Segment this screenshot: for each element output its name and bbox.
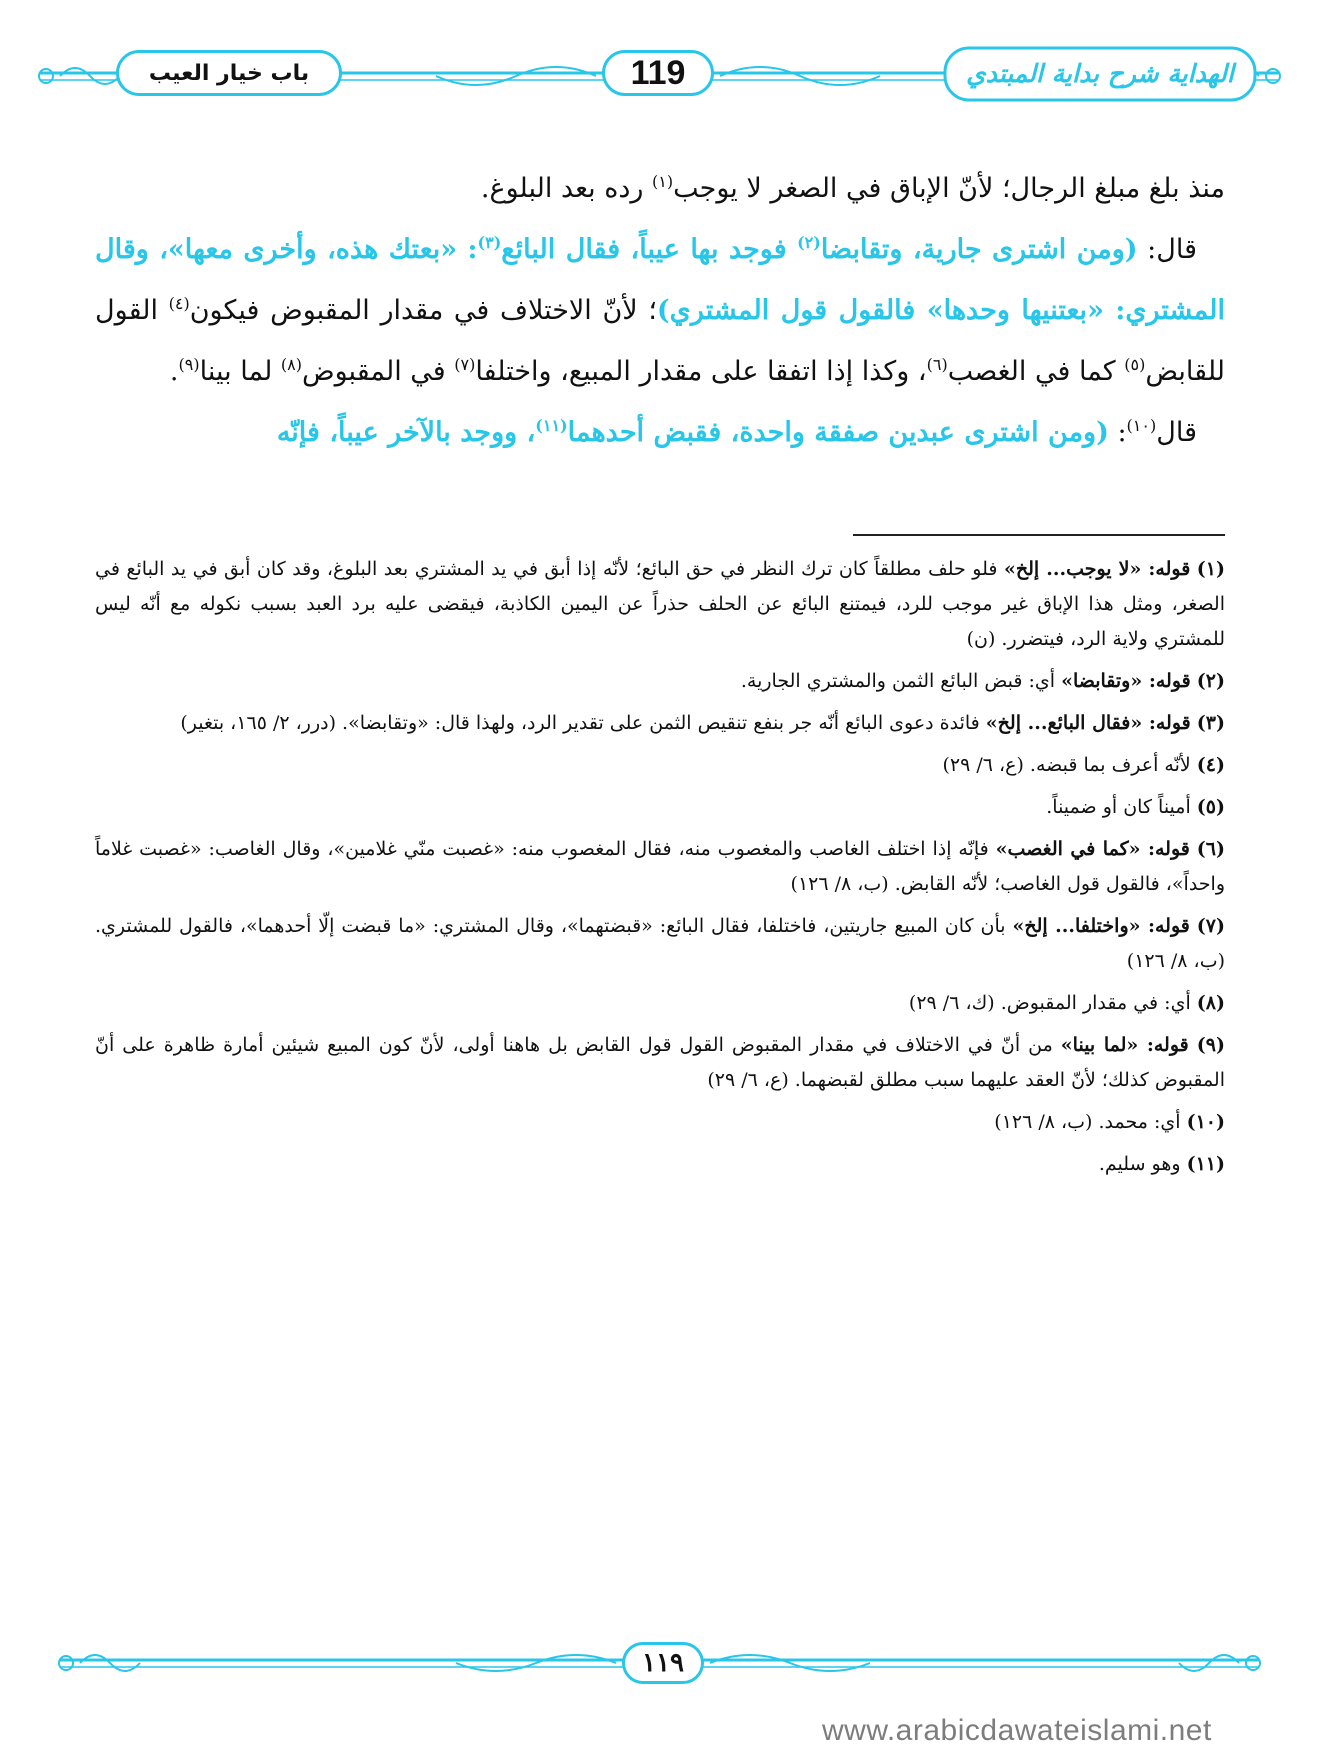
text-run: ؛ لأنّ الاختلاف في مقدار المقبوض فيكون	[189, 295, 657, 326]
matn-text: : «بعتك هذه، وأخرى معها»، وقال المشتري: «بعتنيها وحدها» فالقول قول المشتري)	[95, 234, 1225, 326]
footnote-text: أميناً كان أو ضميناً.	[1046, 796, 1197, 818]
footnote-ref[interactable]: (١٠)	[1126, 416, 1157, 435]
footer-page-number: ١١٩	[622, 1642, 704, 1684]
footnote-lead: قوله: «واختلفا... إلخ»	[1012, 915, 1190, 937]
text-run: قال:	[1137, 234, 1197, 265]
footnote-text: وهو سليم.	[1098, 1153, 1187, 1175]
footnote	[95, 748, 1225, 783]
footnote-separator	[853, 534, 1225, 536]
text-run: لما بينا	[199, 356, 281, 387]
text-run: كما في الغصب	[947, 356, 1125, 387]
main-text	[95, 158, 1225, 463]
footnote-text: من أنّ في الاختلاف في مقدار المقبوض القول قول القابض بل هاهنا أولى، لأنّ كون المبيع شيئين أمارة ظاهرة على أنّ المقبوض كذلك؛ لأنّ العقد عليهما سبب مطلق لقبضهما. (ع، ٦/ ٢٩)	[95, 1034, 1225, 1091]
footnote-number: (١)	[1196, 558, 1226, 580]
text-run: القول للقابض	[95, 295, 1225, 387]
footnote-text: بأن كان المبيع جاريتين، فاختلفا، فقال البائع: «قبضتهما»، وقال المشتري: «ما قبضت إلّا أحدهما»، فالقول للمشتري. (ب، ٨/ ١٢٦)	[95, 915, 1225, 972]
footnote-number: (١٠)	[1186, 1111, 1225, 1133]
footnote-text: أي: محمد. (ب، ٨/ ١٢٦)	[994, 1111, 1187, 1133]
footnote-lead: قوله: «فقال البائع... إلخ»	[985, 712, 1191, 734]
footnote	[95, 909, 1225, 979]
footnote-lead: قوله: «كما في الغصب»	[995, 838, 1190, 860]
footnote-number: (٩)	[1196, 1034, 1225, 1056]
page-footer	[0, 1640, 1319, 1690]
footnote-ref[interactable]: (١١)	[535, 416, 568, 435]
footnote-text: لأنّه أعرف بما قبضه. (ع، ٦/ ٢٩)	[942, 754, 1197, 776]
footnote-ref[interactable]: (٨)	[280, 355, 302, 374]
footnote-ref[interactable]: (٣)	[477, 233, 502, 252]
footnote-number: (٨)	[1196, 992, 1225, 1014]
matn-text: (ومن اشترى عبدين صفقة واحدة، فقبض أحدهما	[567, 417, 1109, 448]
footnote-ref[interactable]: (٤)	[168, 294, 190, 313]
footnote-ref[interactable]: (٩)	[178, 355, 200, 374]
footnote	[95, 1147, 1225, 1182]
paragraph-1	[95, 158, 1225, 219]
footnote-number: (٤)	[1196, 754, 1225, 776]
footnote-ref[interactable]: (٢)	[797, 233, 821, 252]
footnote-ref[interactable]: (٥)	[1124, 355, 1146, 374]
matn-text: (ومن اشترى جارية، وتقابضا	[820, 234, 1138, 265]
footnote-text: أي: في مقدار المقبوض. (ك، ٦/ ٢٩)	[908, 992, 1197, 1014]
footnote-text: أي: قبض البائع الثمن والمشتري الجارية.	[740, 670, 1062, 692]
footnote	[95, 706, 1225, 741]
text-run: رده بعد البلوغ.	[480, 173, 653, 204]
text-run: قال	[1156, 417, 1197, 448]
paragraph-2	[95, 219, 1225, 402]
matn-text: ، ووجد بالآخر عيباً، فإنّه	[276, 417, 536, 448]
text-run: :	[1108, 417, 1127, 448]
footnote-number: (٥)	[1196, 796, 1225, 818]
website-url[interactable]: www.arabicdawateislami.net	[822, 1714, 1212, 1747]
footnote-number: (٣)	[1196, 712, 1225, 734]
footnote-lead: قوله: «لما بينا»	[1060, 1034, 1189, 1056]
footnote-lead: قوله: «وتقابضا»	[1061, 670, 1191, 692]
text-run: منذ بلغ مبلغ الرجال؛ لأنّ الإباق في الصغر لا يوجب	[673, 173, 1225, 204]
text-run: .	[169, 356, 179, 387]
footnote	[95, 1105, 1225, 1140]
page-number: 119	[602, 50, 714, 96]
book-title-logo: الهداية شرح بداية المبتدي	[966, 59, 1234, 88]
footnote	[95, 664, 1225, 699]
footnote-number: (١١)	[1186, 1153, 1225, 1175]
footnote-text: فإنّه إذا اختلف الغاصب والمغصوب منه، فقال المغصوب منه: «غصبت منّي غلامين»، وقال الغاصب: «غصبت غلاماً واحداً»، فالقول قول الغاصب؛ لأنّه القابض. (ب، ٨/ ١٢٦)	[95, 838, 1225, 895]
matn-text: فوجد بها عيباً، فقال البائع	[501, 234, 798, 265]
paragraph-3	[95, 402, 1225, 463]
footnote-lead: قوله: «لا يوجب... إلخ»	[1003, 558, 1191, 580]
text-run: في المقبوض	[301, 356, 455, 387]
footnotes	[95, 552, 1225, 1189]
footnote-number: (٦)	[1196, 838, 1225, 860]
footnote	[95, 986, 1225, 1021]
chapter-title: باب خيار العيب	[116, 50, 342, 96]
footnote	[95, 1028, 1225, 1098]
footnote-ref[interactable]: (١)	[652, 172, 674, 191]
footnote-ref[interactable]: (٧)	[454, 355, 476, 374]
footnote-text: فلو حلف مطلقاً كان ترك النظر في حق البائع؛ لأنّه إذا أبق في يد المشتري بعد البلوغ، وقد كان أبق في يد البائع في الصغر، ومثل هذا الإباق غير موجب للرد، فيمتنع البائع عن الحلف حذراً عن اليمين الكاذبة، فيقضى عليه برد العبد بسبب نكوله مع أنّه ليس للمشتري ولاية الرد، فيتضرر. (ن)	[95, 558, 1225, 650]
footnote-ref[interactable]: (٦)	[926, 355, 948, 374]
footnote-number: (٢)	[1196, 670, 1225, 692]
footnote-text: فائدة دعوى البائع أنّه جر بنفع تنقيص الثمن على تقدير الرد، ولهذا قال: «وتقابضا». (درر، ٢/ ١٦٥، بتغير)	[180, 712, 986, 734]
footnote-number: (٧)	[1196, 915, 1226, 937]
text-run: ، وكذا إذا اتفقا على مقدار المبيع، واختلفا	[475, 356, 927, 387]
footnote	[95, 832, 1225, 902]
footnote	[95, 790, 1225, 825]
footnote	[95, 552, 1225, 657]
page-header	[0, 40, 1319, 110]
